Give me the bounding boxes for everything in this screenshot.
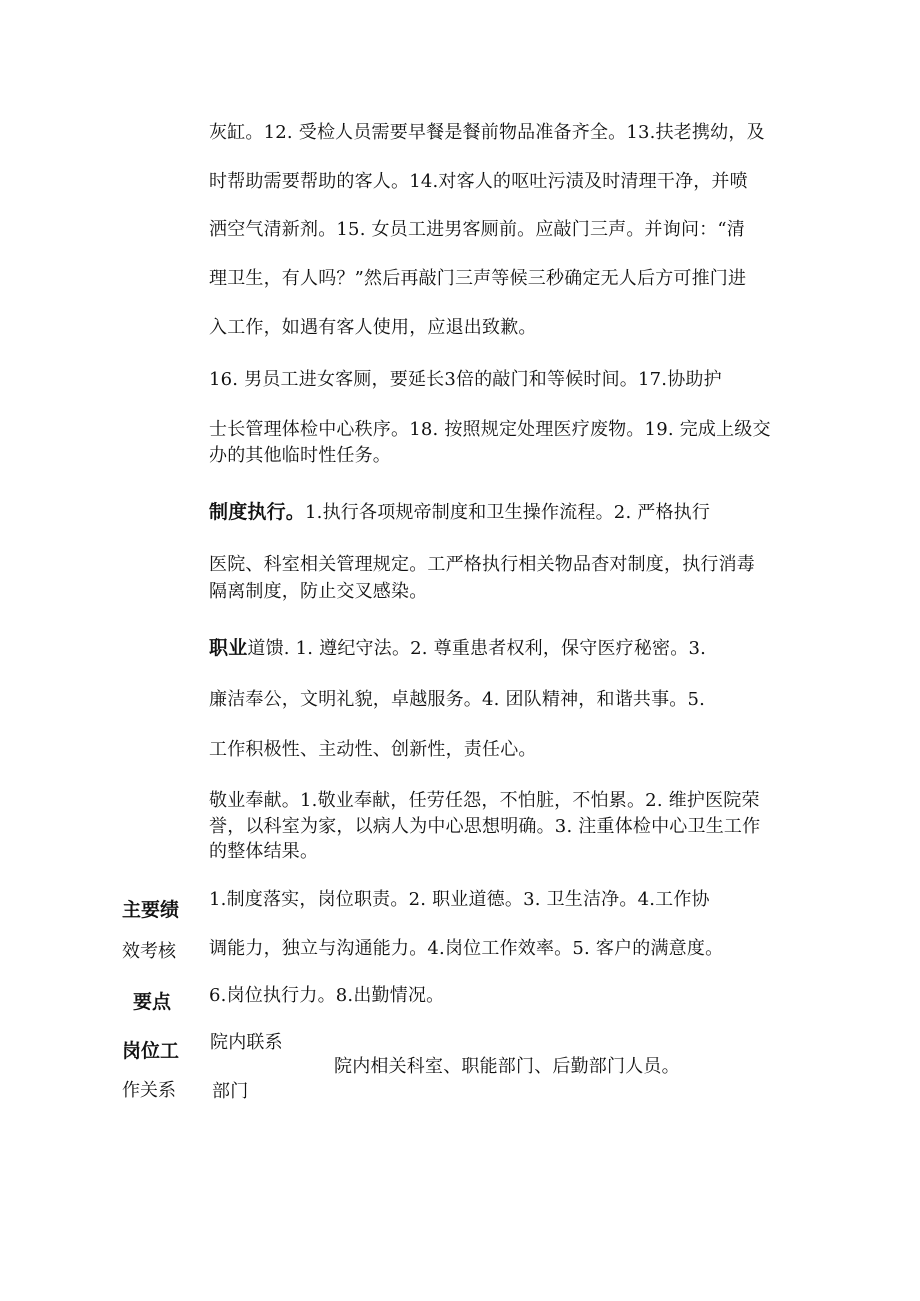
system-line-1 bbox=[209, 500, 710, 525]
assessment-label-1: 主要绩 bbox=[122, 899, 180, 921]
duty-line-8: 办的其他临时性任务。 bbox=[209, 445, 391, 466]
ethics-line-1 bbox=[209, 636, 706, 661]
assessment-line-1: 1.制度落实，岗位职责。2. 职业道德。3. 卫生洁净。4.工作协 bbox=[209, 889, 710, 910]
relations-sub-label-2: 部门 bbox=[212, 1081, 249, 1102]
relations-sub-label-1: 院内联系 bbox=[210, 1032, 283, 1053]
ethics-heading: 职业 bbox=[209, 637, 248, 659]
system-line-3: 隔离制度，防止交叉感染。 bbox=[209, 581, 428, 602]
duty-line-1: 灰缸。12. 受检人员需要早餐是餐前物品准备齐全。13.扶老携幼，及 bbox=[209, 122, 765, 143]
system-line-2: 医院、科室相关管理规定。工严格执行相关物品杳对制度，执行消毒 bbox=[209, 554, 755, 575]
dedication-line-1: 敬业奉献。1.敬业奉献，任劳任怨，不怕脏，不怕累。2. 维护医院荣 bbox=[209, 790, 760, 811]
relations-label-1: 岗位工 bbox=[122, 1040, 180, 1062]
relations-label-2: 作关系 bbox=[122, 1080, 176, 1101]
system-heading: 制度执行。 bbox=[209, 501, 306, 523]
duty-line-5: 入工作，如遇有客人使用，应退出致歉。 bbox=[209, 317, 537, 338]
duty-line-2: 时帮助需要帮助的客人。14.对客人的呕吐污渍及时清理干净，并喷 bbox=[209, 171, 748, 192]
assessment-label-2: 效考核 bbox=[122, 941, 176, 962]
ethics-line-2: 廉洁奉公，文明礼貌，卓越服务。4. 团队精神，和谐共事。5. bbox=[209, 689, 706, 710]
assessment-label-3: 要点 bbox=[133, 991, 172, 1013]
assessment-line-2: 调能力，独立与沟通能力。4.岗位工作效率。5. 客户的满意度。 bbox=[209, 938, 724, 959]
duty-line-4: 理卫生，有人吗？”然后再敲门三声等候三秒确定无人后方可推门进 bbox=[209, 268, 747, 289]
relations-value: 院内相关科室、职能部门、后勤部门人员。 bbox=[334, 1056, 680, 1077]
duty-line-6: 16. 男员工进女客厕，要延长3倍的敲门和等候时间。17.协助护 bbox=[209, 369, 722, 390]
dedication-line-3: 的整体结果。 bbox=[209, 841, 319, 862]
duty-line-7: 士长管理体检中心秩序。18. 按照规定处理医疗废物。19. 完成上级交 bbox=[209, 419, 771, 440]
ethics-text-1: 道馈. 1. 遵纪守法。2. 尊重患者权利，保守医疗秘密。3. bbox=[247, 638, 707, 659]
dedication-line-2: 誉，以科室为家，以病人为中心思想明确。3. 注重体检中心卫生工作 bbox=[209, 816, 761, 837]
duty-line-3: 洒空气清新剂。15. 女员工进男客厕前。应敲门三声。并询问：“清 bbox=[209, 219, 745, 240]
assessment-line-3: 6.岗位执行力。8.出勤情况。 bbox=[209, 985, 445, 1006]
system-text-1: 1.执行各项规帝制度和卫生操作流程。2. 严格执行 bbox=[305, 502, 711, 523]
ethics-line-3: 工作积极性、主动性、创新性，责任心。 bbox=[209, 739, 537, 760]
